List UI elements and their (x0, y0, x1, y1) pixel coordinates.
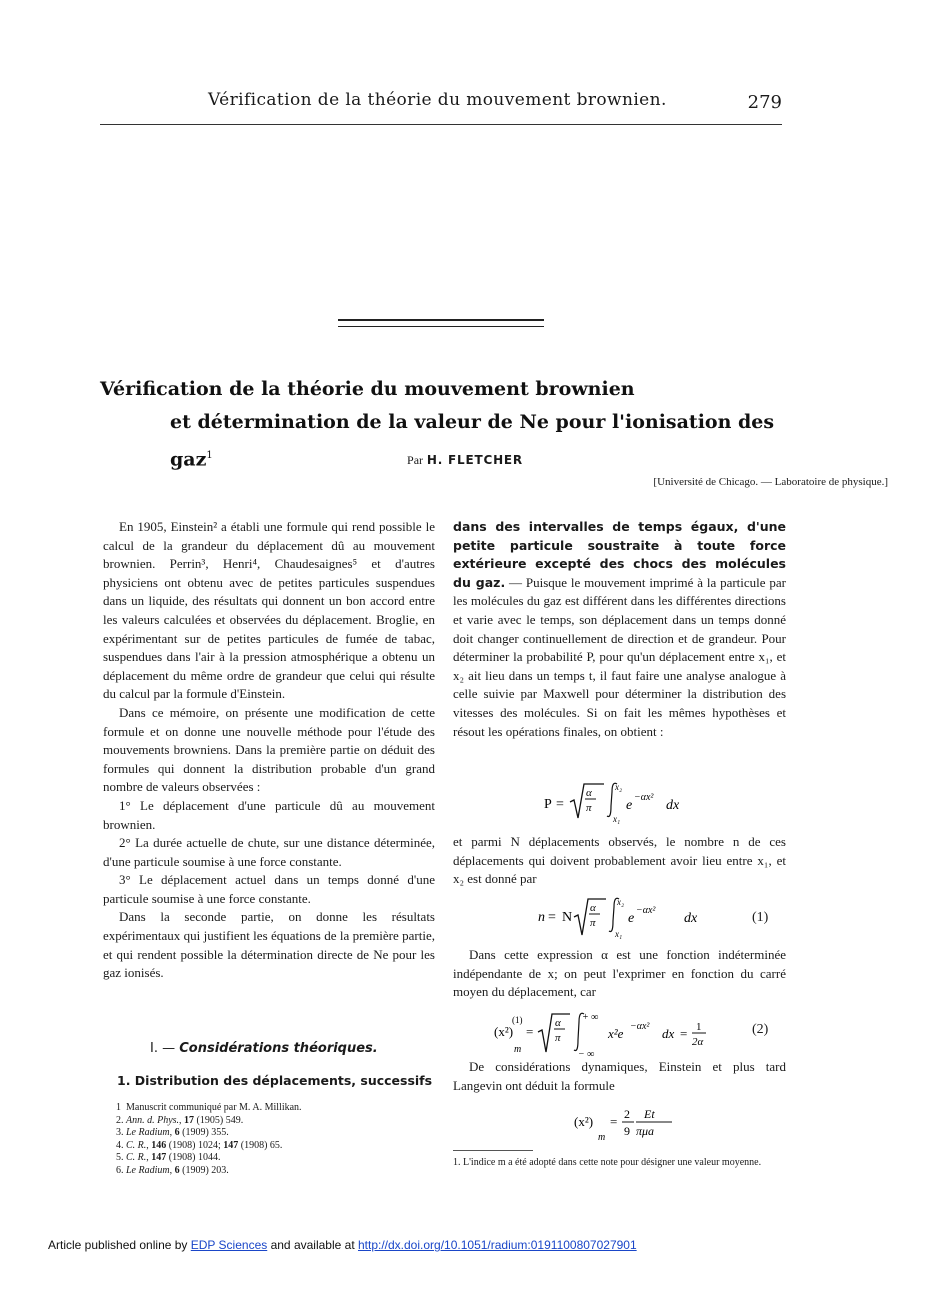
footnote: 4. C. R., 146 (1908) 1024; 147 (1908) 65. (116, 1139, 283, 1151)
left-column (103, 518, 435, 983)
header-rule (100, 124, 782, 125)
page-number: 279 (747, 92, 782, 113)
svg-text:π: π (555, 1032, 561, 1044)
paragraph: Dans cette expression α est une fonction indéterminée indépendante de x; on peut l'exprimer en fonction du carré moyen du déplacement, car (453, 947, 786, 1000)
svg-text:P: P (544, 797, 552, 812)
equation-1-label: (1) (752, 910, 769, 925)
svg-text:2: 2 (624, 1107, 630, 1121)
list-item: 2° La durée actuelle de chute, sur une distance déterminée, d'une particule soumise à une force constante. (103, 835, 435, 869)
title-separator-rule (338, 319, 544, 327)
svg-text:dx: dx (662, 1026, 675, 1041)
svg-text:x₂: x₂ (617, 897, 625, 907)
equation-1 (538, 893, 738, 939)
svg-text:α: α (590, 902, 596, 914)
svg-text:9: 9 (624, 1124, 630, 1138)
right-column (453, 518, 786, 741)
list-item: 3° Le déplacement actuel dans un temps donné d'une particule soumise à une force constante. (103, 872, 435, 906)
svg-text:=: = (548, 910, 556, 925)
svg-text:π: π (590, 917, 596, 929)
svg-text:−αx²: −αx² (630, 1021, 650, 1032)
svg-text:2α: 2α (692, 1036, 704, 1048)
right-column-paragraph-4 (453, 1058, 786, 1095)
svg-text:α: α (586, 787, 592, 799)
subsection-heading: 1. Distribution des déplacements, successifs (117, 1073, 433, 1088)
author-name: H. FLETCHER (426, 453, 523, 467)
svg-text:(1): (1) (512, 1015, 523, 1025)
title-line-2: et détermination de la valeur de Ne pour l'ionisation des gaz$^1$ (170, 411, 775, 471)
paragraph: dans des intervalles de temps égaux, d'une petite particule soustraite à toute force extérieure excepté des chocs des molécules du gaz. — Puisque le mouvement imprimé à la particule par les molécules du gaz est différent dans les différentes directions et varie avec le temps, son déplacement dans un temps donné doit changer continuellement de direction et de grandeur. Pour déterminer la probabilité P, pour qu'un déplacement entre x₁, et x₂ ait lieu dans un temps t, il faut faire une analyse analogue à celle suivie par Maxwell pour déterminer la distribution des vitesses des molécules. Si on fait les mêmes hypothèses et résout les opérations finales, on obtient : (453, 519, 786, 739)
footnote: 6. Le Radium, 6 (1909) 203. (116, 1164, 229, 1176)
right-column-paragraph-2 (453, 833, 786, 889)
svg-text:α: α (555, 1017, 561, 1029)
running-head (100, 90, 790, 116)
svg-text:+ ∞: + ∞ (582, 1012, 599, 1023)
svg-text:=: = (680, 1026, 688, 1041)
svg-text:πμa: πμa (636, 1124, 655, 1138)
footnote: 1 Manuscrit communiqué par M. A. Millikan. (116, 1102, 302, 1113)
svg-text:m: m (598, 1132, 606, 1143)
section-heading: I. — Considérations théoriques. (150, 1041, 378, 1056)
footnote: 3. Le Radium, 6 (1909) 355. (116, 1127, 229, 1139)
svg-text:x²e: x²e (608, 1026, 624, 1041)
subsection-heading-continued: dans des intervalles de temps égaux, d'une petite particule soustraite à toute force extérieure excepté des chocs des molécules du gaz. (453, 519, 786, 590)
footnote: 2. Ann. d. Phys., 17 (1905) 549. (116, 1114, 244, 1126)
footnote: 5. C. R., 147 (1908) 1044. (116, 1152, 221, 1164)
paragraph: De considérations dynamiques, Einstein et plus tard Langevin ont déduit la formule (453, 1059, 786, 1093)
paragraph: et parmi N déplacements observés, le nombre n de ces déplacements qui doivent probablement avoir lieu entre x₁, et x₂ est donné par (453, 834, 786, 887)
svg-text:=: = (526, 1024, 534, 1039)
svg-text:(x²): (x²) (574, 1114, 594, 1129)
svg-text:x₁: x₁ (615, 929, 623, 939)
publication-banner: Article published online by EDP Sciences and available at http://dx.doi.org/10.1051/radium:0191100807027901 (48, 1238, 637, 1252)
svg-text:m: m (514, 1044, 522, 1055)
svg-text:e: e (626, 798, 633, 813)
svg-text:=: = (610, 1114, 618, 1129)
svg-text:Et: Et (644, 1107, 655, 1121)
svg-text:e: e (628, 911, 635, 926)
footnotes (116, 1102, 436, 1178)
svg-text:π: π (586, 802, 592, 814)
svg-text:x₂: x₂ (615, 782, 623, 792)
byline: Par H. FLETCHER (407, 453, 523, 467)
svg-text:n: n (538, 910, 545, 925)
publisher-link[interactable]: EDP Sciences (190, 1238, 268, 1252)
footnote: 1. L'indice m a été adopté dans cette note pour désigner une valeur moyenne. (453, 1157, 762, 1168)
paragraph: Dans ce mémoire, on présente une modification de cette formule et on donne une nouvelle méthode pour l'étude des mouvements browniens. Dans la première partie on déduit des formules qui donnent la distribution probable d'un grand nombre de valeurs observées : (103, 704, 435, 795)
svg-text:=: = (556, 797, 564, 812)
svg-text:−αx²: −αx² (634, 792, 654, 803)
running-title: Vérification de la théorie du mouvement brownien. (208, 90, 667, 110)
footnote-rule (453, 1150, 533, 1151)
svg-text:dx: dx (684, 911, 698, 926)
svg-text:dx: dx (666, 798, 680, 813)
equation-2-label: (2) (752, 1022, 769, 1037)
svg-text:− ∞: − ∞ (578, 1049, 595, 1060)
paragraph: En 1905, Einstein² a établi une formule qui rend possible le calcul de la grandeur du déplacement dû au mouvement brownien. Perrin³, Henri⁴, Chaudesaignes⁵ et d'autres physiciens ont obtenu avec de petites particules suspendues dans un liquide, des résultats qui donnent un bon accord entre les valeurs calculées et observées du déplacement. Broglie, en expérimentant sur de petites particules de fumée de tabac, suspendues dans l'air à la pression atmosphérique a obtenu un déplacement du même ordre de grandeur que celui qui résulte du calcul par la formule d'Einstein. (103, 519, 435, 702)
svg-text:−αx²: −αx² (636, 905, 656, 916)
equation-probability (544, 778, 724, 824)
title-line-1: Vérification de la théorie du mouvement brownien (100, 378, 635, 400)
paragraph: Dans la seconde partie, on donne les résultats expérimentaux qui justifient les équations de la première partie, et qui rendent possible la détermination directe de Ne pour les gaz ionisés. (103, 909, 435, 981)
equation-2 (490, 1010, 750, 1060)
affiliation: [Université de Chicago. — Laboratoire de physique.] (653, 476, 888, 488)
svg-text:N: N (562, 910, 573, 925)
doi-link[interactable]: http://dx.doi.org/10.1051/radium:0191100807027901 (357, 1238, 637, 1252)
svg-text:x₁: x₁ (613, 814, 621, 824)
svg-text:1: 1 (696, 1021, 702, 1033)
title-footnote-mark: 1 (206, 450, 213, 461)
right-column-paragraph-3 (453, 946, 786, 1002)
equation-einstein (572, 1102, 692, 1144)
list-item: 1° Le déplacement d'une particule dû au mouvement brownien. (103, 797, 435, 832)
svg-text:(x²): (x²) (494, 1024, 514, 1039)
